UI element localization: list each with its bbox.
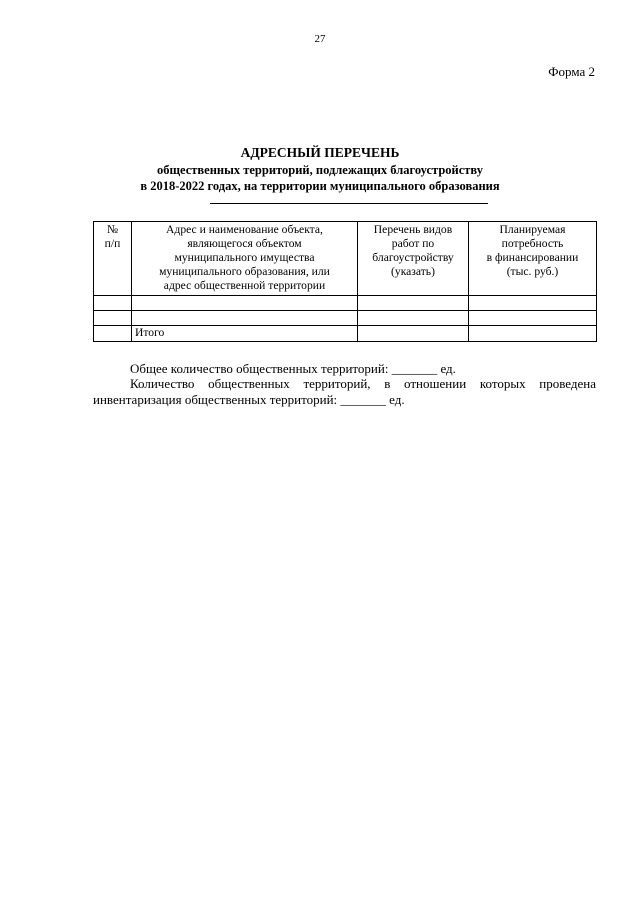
table-cell <box>132 311 358 326</box>
table-cell <box>94 326 132 342</box>
header-financing-line: Планируемая <box>499 223 566 236</box>
header-financing-line: потребность <box>501 237 564 250</box>
header-works-line: работ по <box>391 237 435 250</box>
header-works-line: Перечень видов <box>373 223 453 236</box>
header-address-line: Адрес и наименование объекта, <box>166 223 323 236</box>
header-works <box>358 222 469 296</box>
address-list-table <box>93 221 597 342</box>
inventory-count-text-line-2: инвентаризация общественных территорий: _______ ед. <box>93 392 405 407</box>
header-number-line: № <box>106 223 119 236</box>
header-number <box>94 222 132 296</box>
page-number: 27 <box>314 33 326 45</box>
header-address-line: муниципального образования, или <box>159 265 330 278</box>
header-address-line: являющегося объектом <box>187 237 302 250</box>
form-label: Форма 2 <box>548 64 595 79</box>
inventory-count-text-line-1: Количество общественных территорий, в отношении которых проведена <box>130 376 596 391</box>
territory-count-text: Общее количество общественных территорий: _______ ед. <box>130 361 456 376</box>
document-subtitle-line-1: общественных территорий, подлежащих благоустройству <box>156 163 484 177</box>
table-cell <box>469 326 597 342</box>
table-cell <box>358 296 469 311</box>
header-financing <box>469 222 597 296</box>
header-works-line: благоустройству <box>372 251 454 264</box>
table-cell <box>358 311 469 326</box>
header-financing-line: (тыс. руб.) <box>506 265 559 278</box>
header-financing-line: в финансировании <box>486 251 579 264</box>
table-header-row <box>94 222 597 296</box>
header-works-line: (указать) <box>391 265 435 278</box>
header-address <box>132 222 358 296</box>
header-address-line: муниципального имущества <box>174 251 315 264</box>
header-address-line: адрес общественной территории <box>163 279 326 292</box>
table-row <box>94 311 597 326</box>
table-total-row <box>94 326 597 342</box>
table-cell <box>358 326 469 342</box>
total-label: Итого <box>132 326 358 342</box>
table-cell <box>94 296 132 311</box>
table-row <box>94 296 597 311</box>
header-number-line: п/п <box>104 237 121 250</box>
table-cell <box>94 311 132 326</box>
document-subtitle-line-2: в 2018-2022 годах, на территории муниципального образования <box>140 179 500 193</box>
table-cell <box>469 311 597 326</box>
table-cell <box>132 296 358 311</box>
table-cell <box>469 296 597 311</box>
document-title: АДРЕСНЫЙ ПЕРЕЧЕНЬ <box>240 145 400 160</box>
municipality-name-blank-line <box>210 203 488 204</box>
